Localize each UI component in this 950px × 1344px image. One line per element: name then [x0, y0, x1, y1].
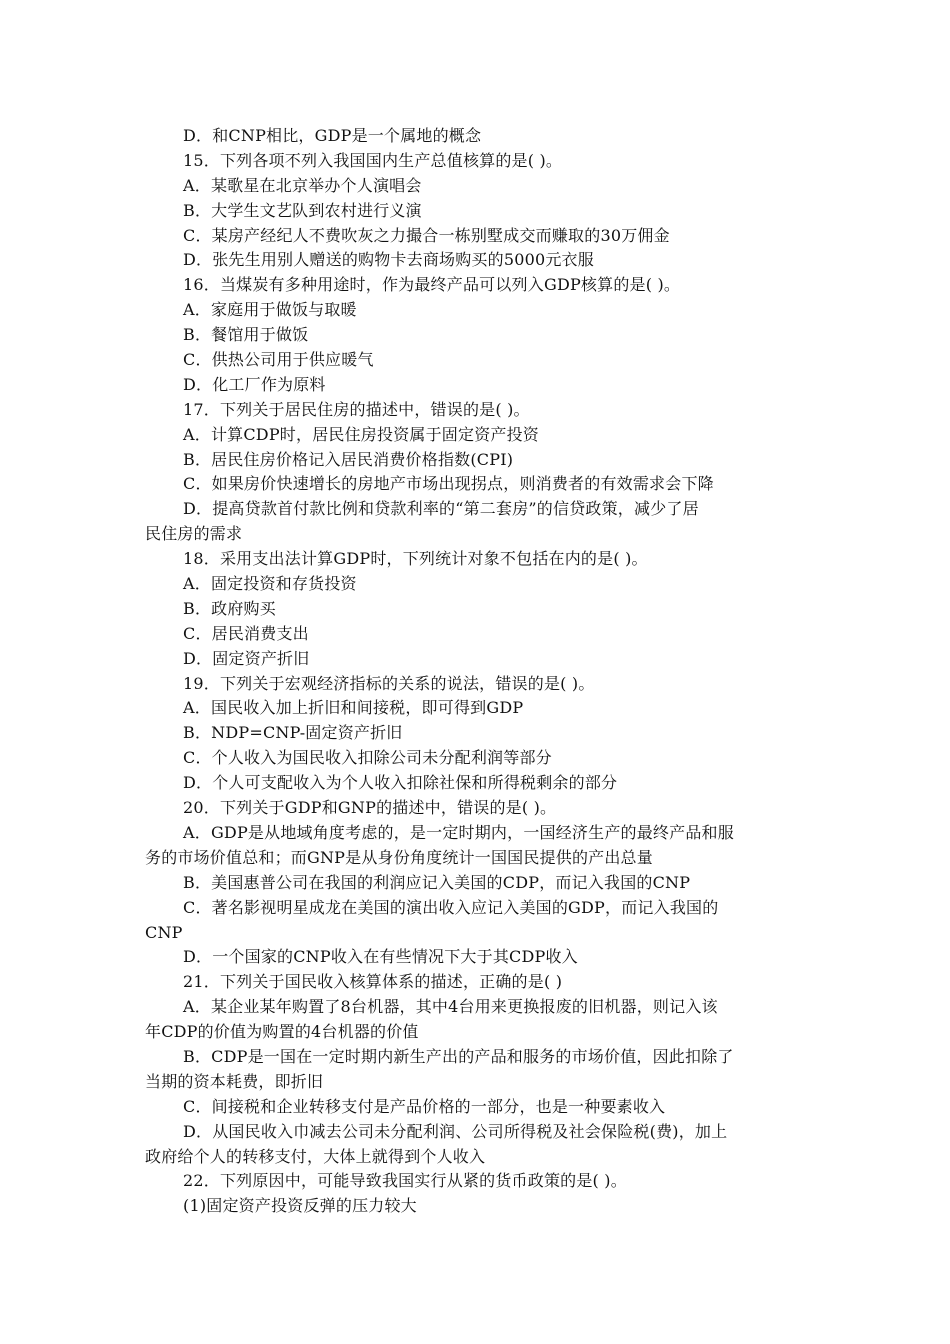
option-line: A．固定投资和存货投资: [183, 574, 357, 594]
option-line: B．大学生文艺队到农村进行义演: [183, 200, 422, 220]
option-line: C．个人收入为国民收入扣除公司未分配利润等部分: [183, 748, 552, 768]
option-line: A．某企业某年购置了8台机器，其中4台用来更换报废的旧机器，则记入该: [183, 997, 718, 1017]
option-line: C．如果房价快速增长的房地产市场出现拐点，则消费者的有效需求会下降: [183, 474, 714, 494]
option-line: B．NDP=CNP-固定资产折旧: [183, 723, 403, 743]
option-line: D．固定资产折旧: [183, 648, 310, 668]
option-continuation: 务的市场价值总和；而GNP是从身份角度统计一国国民提供的产出总量: [145, 847, 653, 867]
question-18-stem: 18．采用支出法计算GDP时，下列统计对象不包括在内的是( )。: [183, 549, 648, 569]
text-line: D．和CNP相比，GDP是一个属地的概念: [183, 126, 482, 145]
option-line: B．美国惠普公司在我国的利润应记入美国的CDP，而记入我国的CNP: [183, 872, 691, 892]
option-line: C．供热公司用于供应暖气: [183, 350, 374, 370]
question-17-stem: 17．下列关于居民住房的描述中，错误的是( )。: [183, 399, 530, 419]
option-line: A．某歌星在北京举办个人演唱会: [183, 175, 422, 195]
option-line: B．政府购买: [183, 598, 276, 618]
option-continuation: 年CDP的价值为购置的4台机器的价值: [145, 1022, 419, 1042]
option-line: D．从国民收入巾减去公司未分配利润、公司所得税及社会保险税(费)，加上: [183, 1121, 728, 1141]
question-19-stem: 19．下列关于宏观经济指标的关系的说法，错误的是( )。: [183, 673, 595, 693]
option-line: A．计算CDP时，居民住房投资属于固定资产投资: [183, 424, 539, 444]
question-22-stem: 22．下列原因中，可能导致我国实行从紧的货币政策的是( )。: [183, 1171, 627, 1191]
option-line: A．家庭用于做饭与取暖: [183, 300, 357, 320]
option-line: B．CDP是一国在一定时期内新生产出的产品和服务的市场价值，因此扣除了: [183, 1046, 734, 1066]
option-line: C．居民消费支出: [183, 623, 309, 643]
option-line: B．居民住房价格记入居民消费价格指数(CPI): [183, 449, 514, 469]
document-body: [145, 124, 809, 1219]
option-line: D．个人可支配收入为个人收入扣除社保和所得税剩余的部分: [183, 773, 618, 793]
option-line: A．国民收入加上折旧和间接税，即可得到GDP: [183, 698, 524, 718]
option-line: A．GDP是从地域角度考虑的，是一定时期内，一国经济生产的最终产品和服: [183, 822, 734, 842]
option-line: D．一个国家的CNP收入在有些情况下大于其CDP收入: [183, 947, 578, 967]
option-continuation: 当期的资本耗费，即折旧: [145, 1071, 324, 1091]
option-line: C．著名影视明星成龙在美国的演出收入应记入美国的GDP，而记入我国的: [183, 897, 719, 917]
option-line: (1)固定资产投资反弹的压力较大: [183, 1196, 417, 1216]
option-continuation: 民住房的需求: [145, 524, 243, 544]
question-20-stem: 20．下列关于GDP和GNP的描述中，错误的是( )。: [183, 798, 557, 818]
option-line: C．某房产经纪人不费吹灰之力撮合一栋别墅成交而赚取的30万佣金: [183, 225, 670, 245]
option-line: C．间接税和企业转移支付是产品价格的一部分，也是一种要素收入: [183, 1096, 666, 1116]
option-line: D．提高贷款首付款比例和贷款利率的“第二套房”的信贷政策，减少了居: [183, 499, 699, 519]
option-line: B．餐馆用于做饭: [183, 325, 309, 345]
option-line: D．化工厂作为原料: [183, 374, 326, 394]
question-16-stem: 16．当煤炭有多种用途时，作为最终产品可以列入GDP核算的是( )。: [183, 275, 681, 295]
option-line: D．张先生用别人赠送的购物卡去商场购买的5000元衣服: [183, 250, 594, 270]
option-continuation: CNP: [145, 922, 183, 942]
option-continuation: 政府给个人的转移支付，大体上就得到个人收入: [145, 1146, 486, 1166]
question-21-stem: 21．下列关于国民收入核算体系的描述，正确的是( ): [183, 972, 563, 992]
question-15-stem: 15．下列各项不列入我国国内生产总值核算的是( )。: [183, 150, 563, 170]
